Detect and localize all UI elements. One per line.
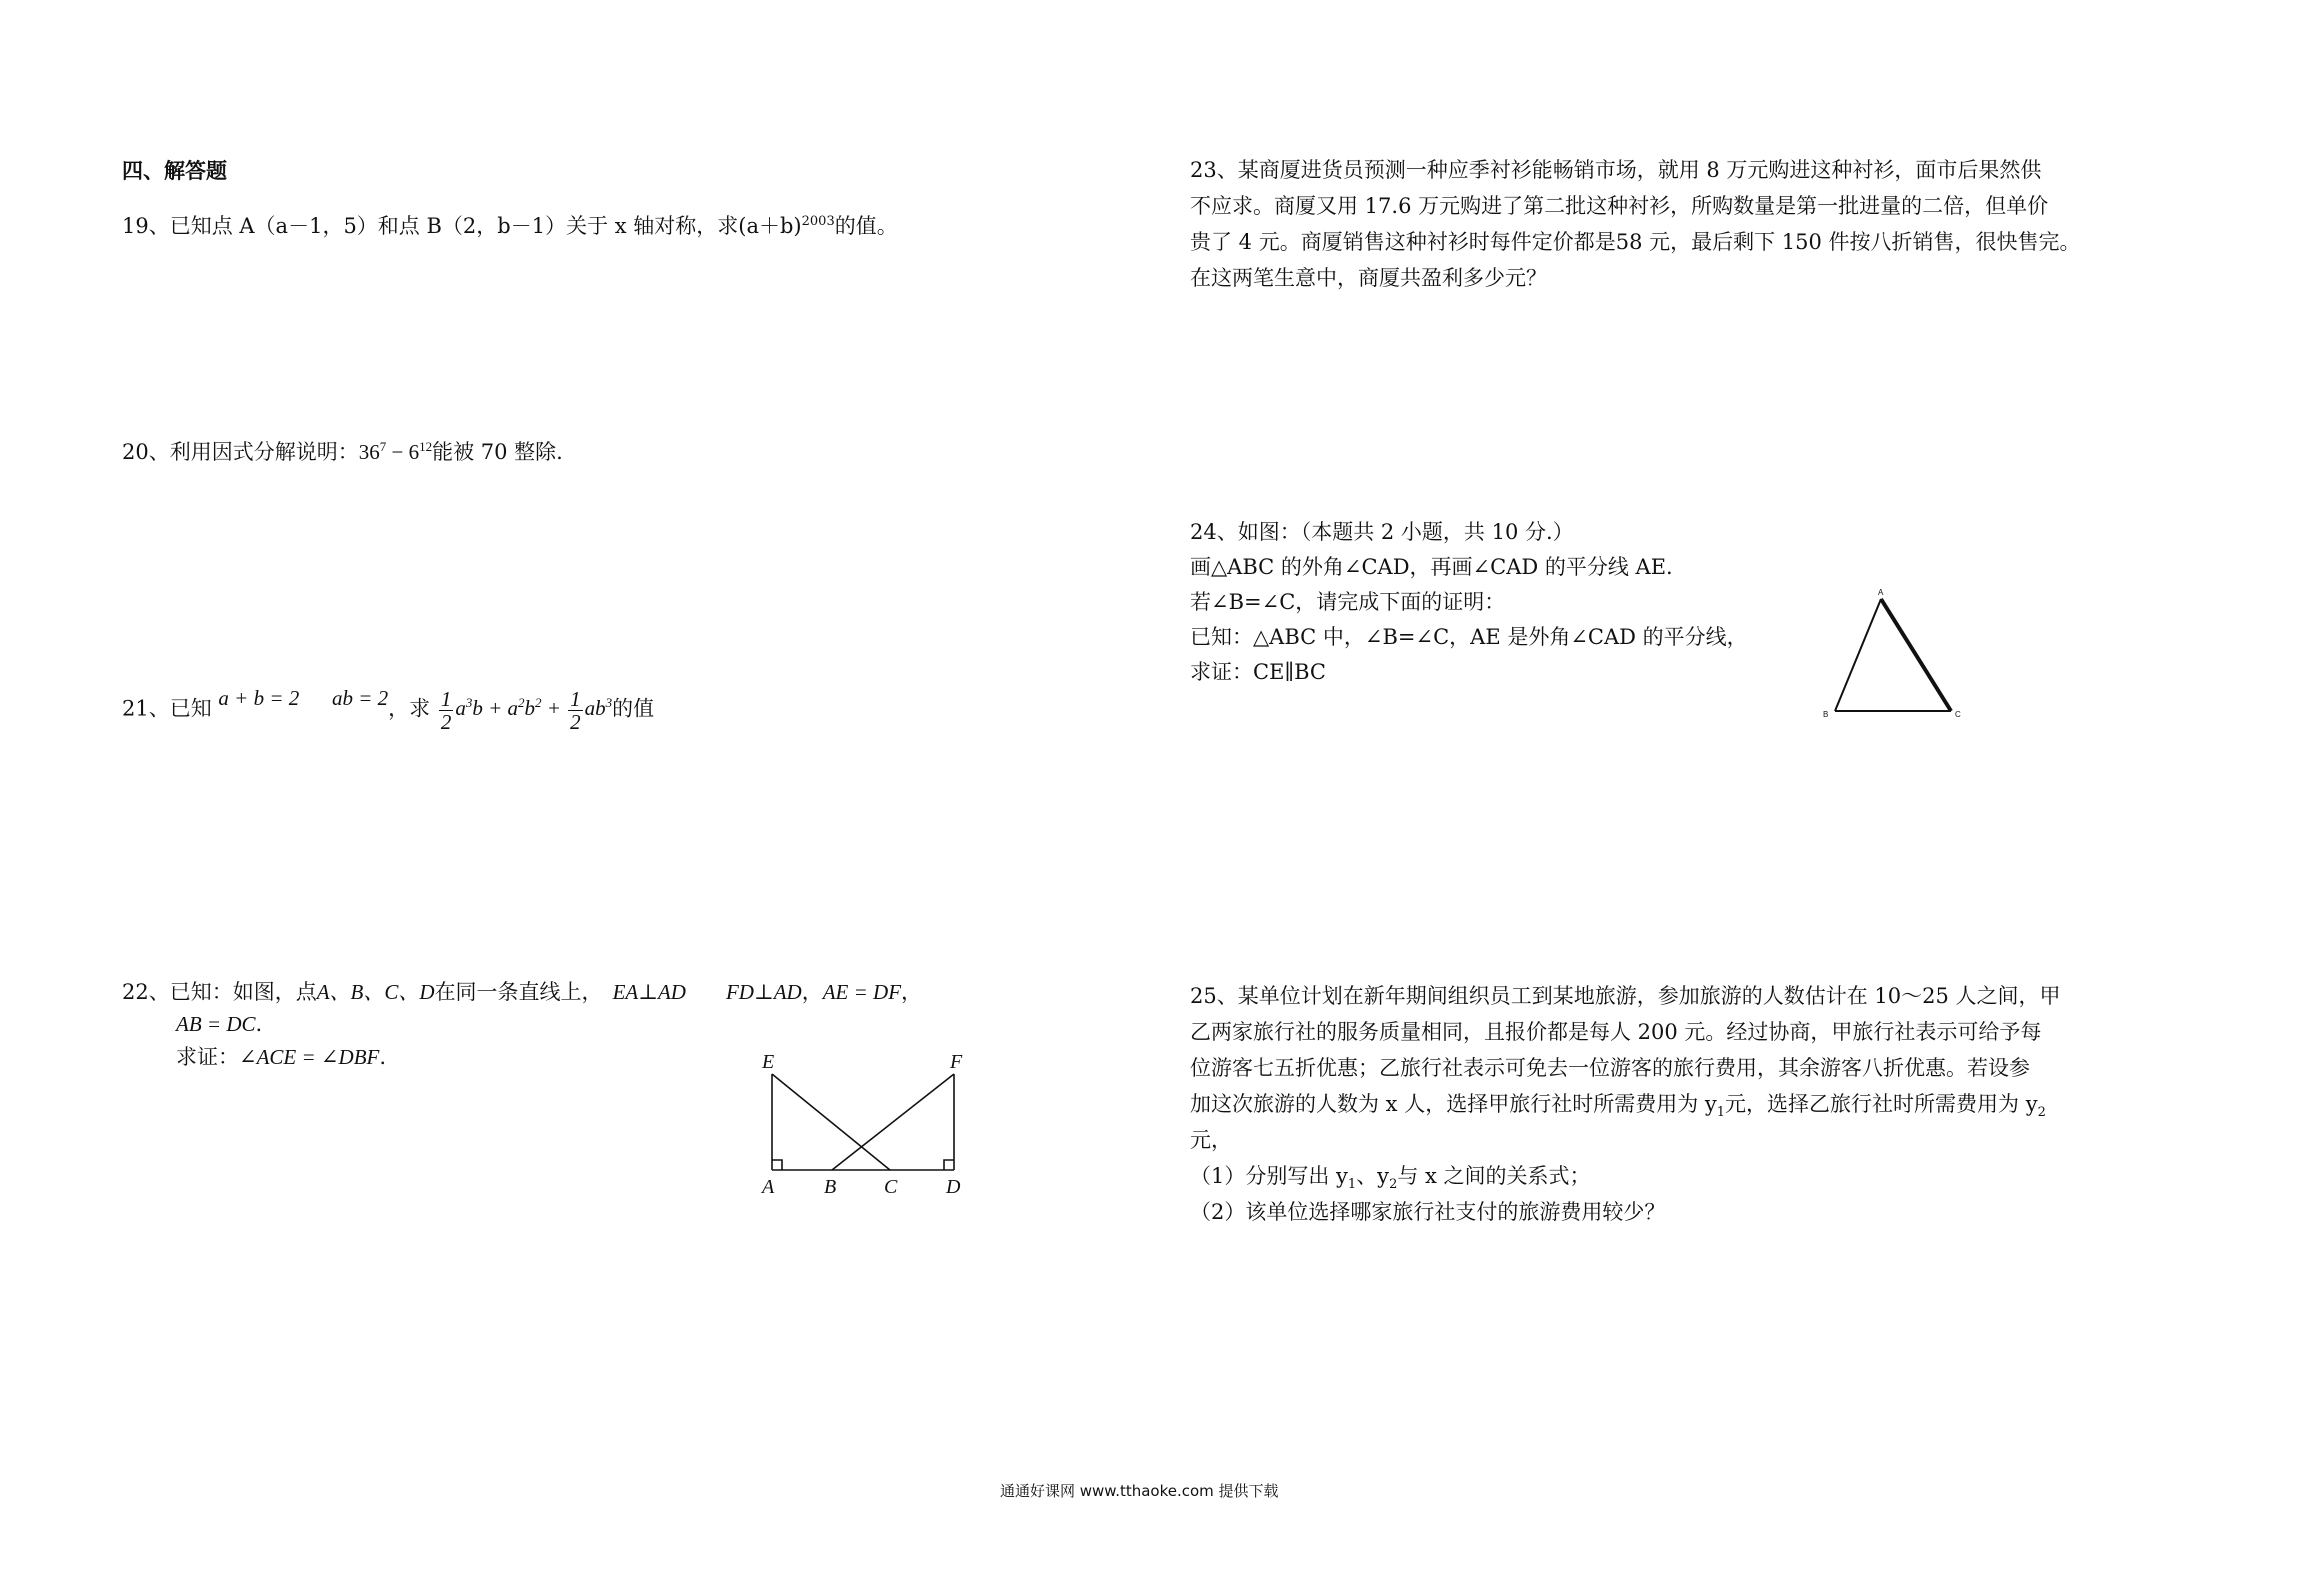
fig22-label-d: D bbox=[946, 1176, 961, 1198]
q23-line: 在这两笔生意中，商厦共盈利多少元？ bbox=[1190, 266, 1547, 290]
question-22-line-1: 22、已知：如图，点A、B、C、D在同一条直线上， EA⊥AD FD⊥AD，AE = DF， bbox=[122, 980, 923, 1004]
question-22-line-2: AB = DC. bbox=[176, 1012, 263, 1036]
q19-expression: $(a+b)^{2003}$ bbox=[738, 214, 835, 238]
q25-line: 乙两家旅行社的服务质量相同，且报价都是每人 200 元。经过协商，甲旅行社表示可给予每 bbox=[1190, 1020, 2042, 1044]
question-20: 20、利用因式分解说明：$36^7 - 6^{12}$能被 70 整除. bbox=[122, 439, 563, 464]
fig22-label-f: F bbox=[950, 1051, 963, 1073]
question-19: 19、已知点 A（a－1，5）和点 B（2，b－1）关于 x 轴对称，求$(a+b)^{2003}$的值。 bbox=[122, 214, 898, 238]
section-heading: 四、解答题 bbox=[122, 158, 227, 183]
q25-line: 位游客七五折优惠；乙旅行社表示可免去一位游客的旅行费用，其余游客八折优惠。若设参 bbox=[1190, 1056, 2030, 1080]
q23-line: 23、某商厦进货员预测一种应季衬衫能畅销市场，就用 8 万元购进这种衬衫，面市后果然供 bbox=[1190, 158, 2042, 182]
q25-part-2: （2）该单位选择哪家旅行社支付的旅游费用较少？ bbox=[1190, 1200, 1666, 1224]
q22-figure bbox=[740, 1050, 980, 1200]
footer-source: 通通好课网 www.tthaoke.com 提供下载 bbox=[1000, 1482, 1279, 1500]
fig22-label-c: C bbox=[884, 1176, 898, 1198]
q20-text: 20、利用因式分解说明： bbox=[122, 440, 359, 464]
fig22-label-b: B bbox=[824, 1176, 837, 1198]
q24-line: 画△ABC 的外角∠CAD，再画∠CAD 的平分线 AE. bbox=[1190, 555, 1673, 579]
q19-text: 19、已知点 A（a－1，5）和点 B（2，b－1）关于 x 轴对称，求 bbox=[122, 214, 739, 238]
q24-line: 若∠B=∠C，请完成下面的证明： bbox=[1190, 590, 1506, 614]
q25-line: 元， bbox=[1190, 1128, 1232, 1152]
q25-part-1: （1）分别写出 $y_1$、$y_2$与 x 之间的关系式； bbox=[1190, 1164, 1591, 1193]
question-24 bbox=[1190, 515, 1830, 690]
q21-expression: $\frac{1}{2}$ $a^3b + a^2b^2$ + $\frac{1}{2}$ $ab^3$ bbox=[440, 687, 613, 735]
q25-line: 25、某单位计划在新年期间组织员工到某地旅游，参加旅游的人数估计在 10～25 人之间，甲 bbox=[1190, 984, 2061, 1008]
question-23 bbox=[1190, 152, 2230, 296]
fig22-label-a: A bbox=[762, 1176, 775, 1198]
q23-line: 不应求。商厦又用 17.6 万元购进了第二批这种衬衫，所购数量是第一批进量的二倍，但单价 bbox=[1190, 194, 2049, 218]
fig24-label-a: A bbox=[1878, 588, 1884, 597]
q23-line: 贵了 4 元。商厦销售这种衬衫时每件定价都是58 元，最后剩下 150 件按八折销售，很快售完。 bbox=[1190, 230, 2081, 254]
fig22-label-e: E bbox=[762, 1051, 775, 1073]
question-25 bbox=[1190, 978, 2250, 1230]
question-21: 21、已知 a + b = 2 ab = 2，求 $\frac{1}{2}$ $a^3b + a^2b^2$ + $\frac{1}{2}$ $ab^3$的值 bbox=[122, 686, 655, 735]
q25-line: 加这次旅游的人数为 x 人，选择甲旅行社时所需费用为 $y_1$元，选择乙旅行社时所需费用为 $y_2$ bbox=[1190, 1092, 2046, 1121]
fig24-label-c: C bbox=[1955, 710, 1961, 719]
q24-line: 求证：CE∥BC bbox=[1190, 660, 1326, 684]
q24-line: 24、如图：（本题共 2 小题，共 10 分.） bbox=[1190, 520, 1574, 544]
q21-text: 21、已知 bbox=[122, 696, 212, 721]
q21-condition-1: a + b = 2 bbox=[218, 686, 300, 711]
q20-expression: $36^7 - 6^{12}$ bbox=[358, 439, 433, 464]
question-22-prove: 求证：∠ACE = ∠DBF. bbox=[176, 1045, 387, 1069]
fig24-label-b: B bbox=[1823, 710, 1829, 719]
q21-condition-2: ab = 2 bbox=[331, 686, 389, 711]
q24-line: 已知：△ABC 中，∠B=∠C，AE 是外角∠CAD 的平分线， bbox=[1190, 625, 1748, 649]
q24-figure bbox=[1815, 585, 1975, 725]
